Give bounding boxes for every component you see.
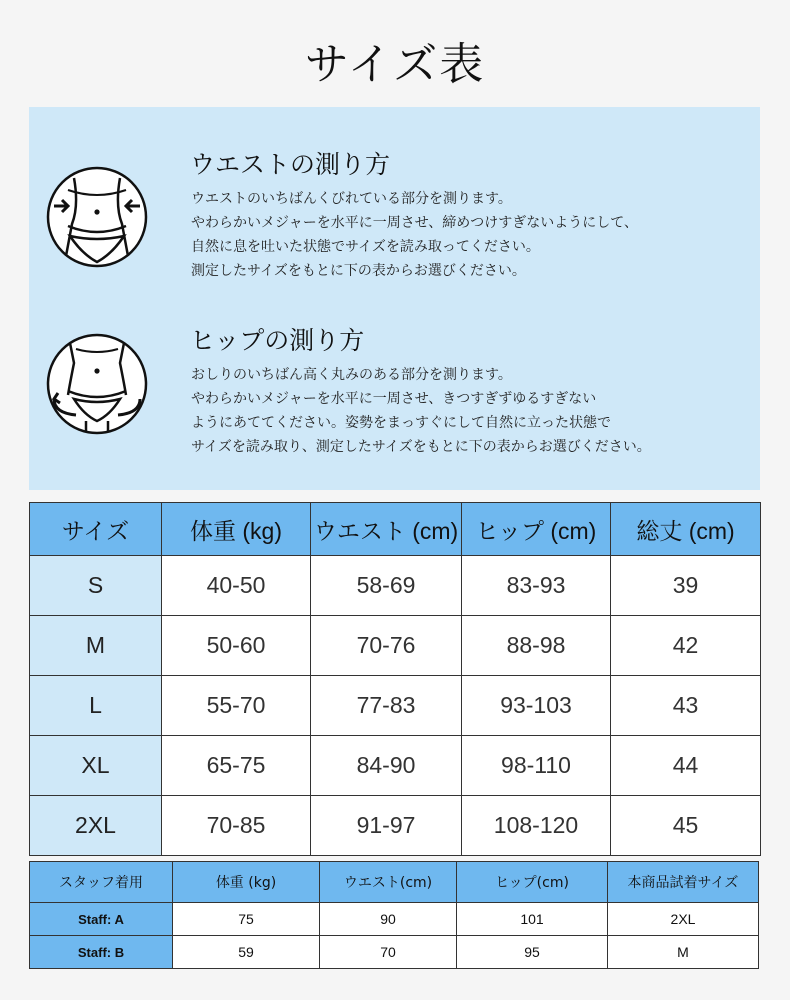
size-label: 2XL — [30, 796, 162, 856]
size-label: XL — [30, 736, 162, 796]
table-cell: 91-97 — [311, 796, 462, 856]
measurement-guide — [29, 107, 760, 490]
table-cell: 70-76 — [311, 616, 462, 676]
table-cell: 65-75 — [162, 736, 311, 796]
table-cell: 44 — [611, 736, 761, 796]
waist-heading: ウエストの測り方 — [190, 150, 391, 179]
table-cell: 83-93 — [462, 556, 611, 616]
table-cell: 58-69 — [311, 556, 462, 616]
table-cell: M — [608, 936, 759, 969]
size-table — [29, 502, 761, 856]
header-staff: スタッフ着用 — [30, 862, 173, 903]
table-cell: 90 — [320, 903, 457, 936]
table-cell: 55-70 — [162, 676, 311, 736]
table-cell: 93-103 — [462, 676, 611, 736]
hip-instructions — [191, 363, 756, 459]
size-label: S — [30, 556, 162, 616]
table-cell: 39 — [611, 556, 761, 616]
table-row — [30, 736, 761, 796]
table-cell: 70 — [320, 936, 457, 969]
table-row — [30, 936, 759, 969]
waist-line: ウエストのいちばんくびれている部分を測ります。 — [191, 191, 512, 207]
hip-measure-icon — [46, 333, 148, 435]
size-table-header — [30, 503, 761, 556]
table-cell: 50-60 — [162, 616, 311, 676]
hip-line: サイズを読み取り、測定したサイズをもとに下の表からお選びください。 — [191, 439, 651, 455]
table-cell: 2XL — [608, 903, 759, 936]
table-cell: 95 — [457, 936, 608, 969]
waist-measure-icon — [46, 166, 148, 268]
header-weight: 体重 (kg) — [173, 862, 320, 903]
header-size: サイズ — [30, 503, 162, 556]
table-row — [30, 796, 761, 856]
header-waist: ウエスト(cm) — [320, 862, 457, 903]
table-row — [30, 556, 761, 616]
table-cell: 43 — [611, 676, 761, 736]
staff-table — [29, 861, 759, 969]
table-row — [30, 903, 759, 936]
table-cell: 40-50 — [162, 556, 311, 616]
table-row — [30, 676, 761, 736]
table-cell: 42 — [611, 616, 761, 676]
page-title: サイズ表 — [304, 39, 486, 90]
staff-table-header — [30, 862, 759, 903]
header-hip: ヒップ (cm) — [462, 503, 611, 556]
waist-instructions — [191, 187, 756, 283]
table-cell: 45 — [611, 796, 761, 856]
waist-line: 測定したサイズをもとに下の表からお選びください。 — [191, 263, 526, 279]
table-cell: 98-110 — [462, 736, 611, 796]
table-row — [30, 616, 761, 676]
hip-line: おしりのいちばん高く丸みのある部分を測ります。 — [191, 367, 512, 383]
staff-name: Staff: B — [30, 936, 173, 969]
header-length: 総丈 (cm) — [611, 503, 761, 556]
hip-line: ようにあててください。姿勢をまっすぐにして自然に立った状態で — [191, 415, 611, 431]
table-cell: 108-120 — [462, 796, 611, 856]
size-label: M — [30, 616, 162, 676]
table-cell: 84-90 — [311, 736, 462, 796]
hip-heading: ヒップの測り方 — [190, 326, 365, 355]
staff-name: Staff: A — [30, 903, 173, 936]
header-fit-size: 本商品試着サイズ — [608, 862, 759, 903]
size-label: L — [30, 676, 162, 736]
header-hip: ヒップ(cm) — [457, 862, 608, 903]
table-cell: 70-85 — [162, 796, 311, 856]
table-cell: 88-98 — [462, 616, 611, 676]
waist-line: やわらかいメジャーを水平に一周させ、締めつけすぎないようにして、 — [191, 215, 639, 231]
table-cell: 59 — [173, 936, 320, 969]
hip-line: やわらかいメジャーを水平に一周させ、きつすぎずゆるすぎない — [191, 391, 597, 407]
header-weight: 体重 (kg) — [162, 503, 311, 556]
table-cell: 101 — [457, 903, 608, 936]
table-cell: 77-83 — [311, 676, 462, 736]
waist-line: 自然に息を吐いた状態でサイズを読み取ってください。 — [191, 239, 540, 255]
header-waist: ウエスト (cm) — [311, 503, 462, 556]
table-cell: 75 — [173, 903, 320, 936]
